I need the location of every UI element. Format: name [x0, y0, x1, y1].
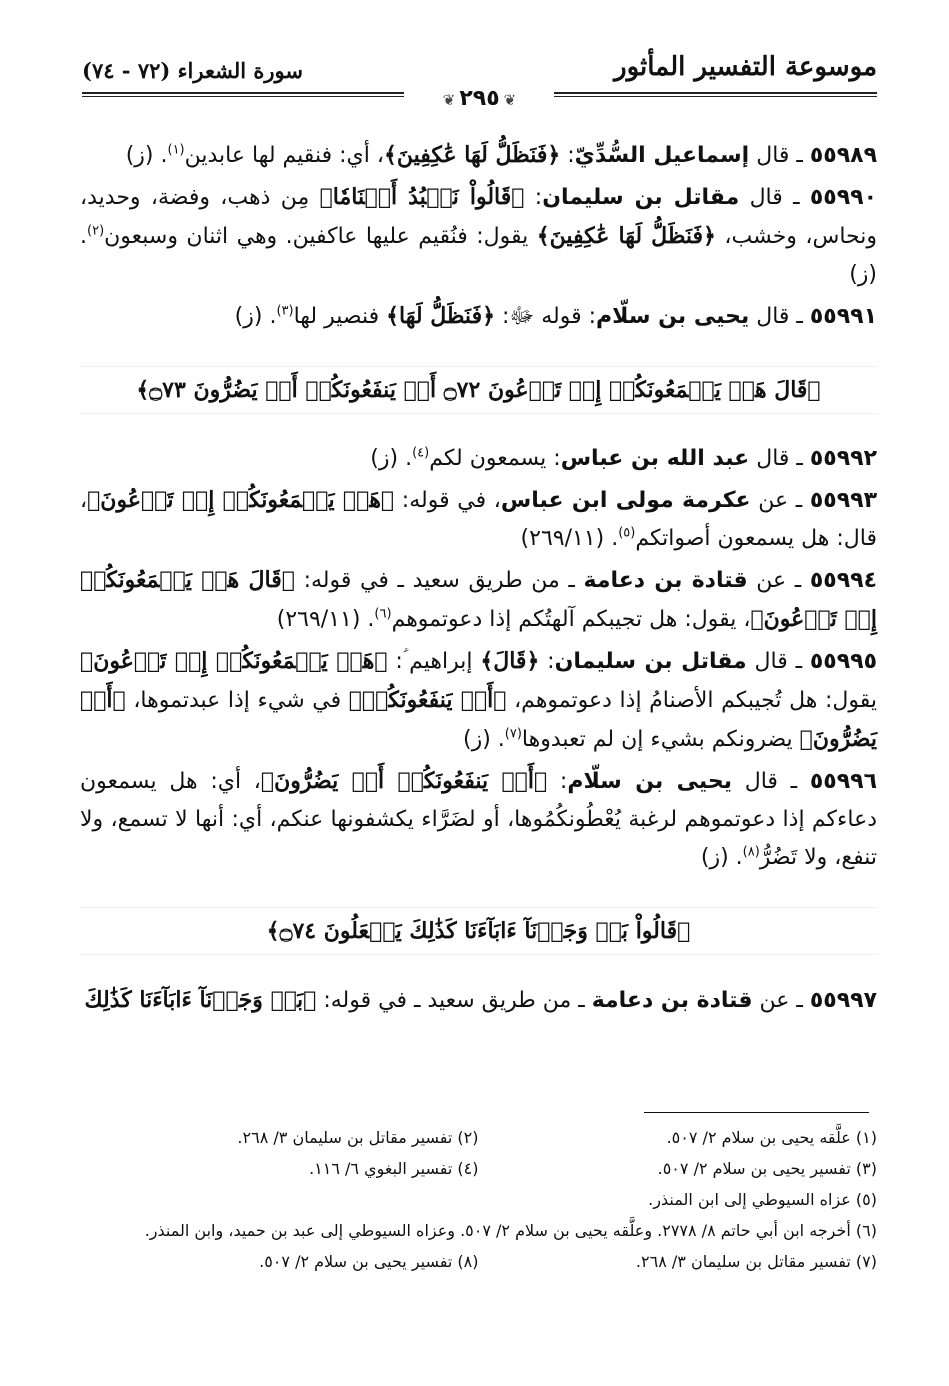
text: ـ من طريق سعيد ـ في قوله: [316, 988, 592, 1013]
book-title: موسوعة التفسير المأثور [614, 52, 877, 82]
footnote-row [80, 1246, 877, 1277]
text: يقول: هل تُجيبكم الأصنامُ إذا دعوتموهم، [506, 688, 877, 713]
narrator-name: عكرمة مولى ابن عباس [500, 488, 751, 513]
narrator-name: مقاتل بن سليمان [542, 185, 740, 210]
ayah-74: ﴿قَالُواْ بَلۡ وَجَدۡنَآ ءَابَآءَنَا كَذَٰلِكَ يَفۡعَلُونَ ۝٧٤﴾ [80, 907, 877, 955]
footnote-1: (١) علَّقه يحيى بن سلام ٢/ ٥٠٧. [666, 1128, 877, 1147]
footnote-separator [644, 1112, 869, 1113]
ornament-icon: ❦ [442, 91, 456, 109]
text: ـ عن [747, 568, 810, 593]
text: ـ قال [739, 185, 810, 210]
quran-quote: ﴿فَنَظَلُّ لَهَا عَٰكِفِينَ﴾ [536, 223, 716, 249]
page-number-box [82, 86, 877, 111]
quran-quote: ﴿بَلۡ وَجَدۡنَآ ءَابَآءَنَا كَذَٰلِكَ [84, 987, 317, 1013]
text: : يسمعون لكم [429, 446, 561, 471]
narration-number: ٥٥٩٩٠ [809, 185, 878, 210]
text: . (ز) [370, 446, 413, 471]
quran-quote: ﴿أَوۡ يَنفَعُونَكُمۡ﴾ [348, 687, 507, 713]
surah-title: سورة الشعراء (٧٢ - ٧٤) [82, 58, 303, 83]
text: فنصير لها [293, 304, 387, 329]
footnote-ref[interactable]: (٤) [412, 445, 430, 461]
footnote-ref[interactable]: (٣) [276, 303, 294, 319]
narration-number: ٥٥٩٩٧ [809, 988, 877, 1013]
footnote-6: (٦) أخرجه ابن أبي حاتم ٨/ ٢٧٧٨. وعلَّقه يحيى بن سلام ٢/ ٥٠٧. وعزاه السيوطي إلى عبد بن حميد، وابن المنذر. [144, 1221, 877, 1240]
page-header [82, 52, 877, 111]
text: . (٢٦٩/١١) [520, 526, 619, 551]
footnote-ref[interactable]: (٧) [504, 726, 522, 742]
text: : قوله ﷻ: [494, 304, 597, 329]
text: ، قال: هل يسمعون أصواتكم [80, 488, 877, 551]
footnote-ref[interactable]: (١) [167, 142, 185, 158]
text: ، يقول: هل تجيبكم آلهتُكم إذا دعوتموهم [391, 607, 751, 632]
text: . (ز) [125, 143, 168, 168]
text: يقول: فنُقيم عليها عاكفين. وهي اثنان وسبعون [104, 224, 537, 249]
narration-number: ٥٥٩٩٦ [809, 769, 877, 794]
text: ، أي: هل يسمعون دعاءكم إذا دعوتموهم لرغبة يُعْطُونكُمُوها، أو لضَرَّاء يكشفونها عنكم، أي: أنها لا تسمع، ولا تنفع، ولا تَضُرُّ [80, 769, 877, 870]
text: ، أي: فنقيم لها عابدين [184, 143, 384, 168]
text: . (ز) [234, 304, 277, 329]
text: ـ قال [749, 446, 810, 471]
narrator-name: يحيى بن سلّام [567, 769, 733, 794]
footnote-ref[interactable]: (٢) [87, 223, 105, 239]
text: ـ قال [749, 143, 810, 168]
ornament-icon: ❦ [503, 91, 517, 109]
narrator-name: إسماعيل السُّدِّيّ [574, 143, 750, 168]
narration-number: ٥٥٩٨٩ [809, 143, 877, 168]
narration-number: ٥٥٩٩٥ [809, 649, 877, 674]
text: ـ قال [732, 769, 810, 794]
narration-55990 [80, 178, 877, 294]
quran-quote: ﴿قَالَ﴾ [480, 648, 540, 674]
narration-55994 [80, 561, 877, 639]
text: . (ز) [463, 727, 505, 752]
text: في شيء إذا عبدتموها، [125, 688, 349, 713]
footnote-ref[interactable]: (٦) [374, 606, 392, 622]
quran-quote: ﴿فَنَظَلُّ لَهَا﴾ [386, 303, 495, 329]
text: . (ز) [80, 224, 877, 287]
narration-number: ٥٥٩٩٣ [809, 488, 877, 513]
footnote-row [80, 1153, 877, 1184]
text: ـ عن [750, 488, 810, 513]
footnote-5: (٥) عزاه السيوطي إلى ابن المنذر. [648, 1190, 877, 1209]
text: ـ قال [746, 649, 810, 674]
text: : [539, 649, 555, 674]
narration-55995 [80, 642, 877, 759]
narration-number: ٥٥٩٩٤ [809, 568, 878, 593]
text: . (ز) [700, 845, 743, 870]
footnote-ref[interactable]: (٥) [618, 525, 636, 541]
narration-55991 [80, 297, 877, 336]
footnote-row [80, 1122, 877, 1153]
footnote-7: (٧) تفسير مقاتل بن سليمان ٣/ ٢٦٨. [635, 1252, 877, 1271]
text: ـ قال [749, 304, 810, 329]
text: : [524, 185, 543, 210]
footnotes [80, 1122, 877, 1277]
narration-number: ٥٥٩٩٢ [809, 446, 877, 471]
narrator-name: مقاتل بن سليمان [554, 649, 747, 674]
footnote-3: (٣) تفسير يحيى بن سلام ٢/ ٥٠٧. [657, 1159, 877, 1178]
text: مِن ذهب، وفضة، وحديد، ونحاس، وخشب، [80, 185, 877, 249]
text: : [560, 143, 575, 168]
text: ـ من طريق سعيد ـ في قوله: [294, 568, 584, 593]
ayah-72-73: ﴿قَالَ هَلۡ يَسۡمَعُونَكُمۡ إِذۡ تَدۡعُونَ ۝٧٢ أَوۡ يَنفَعُونَكُمۡ أَوۡ يَضُرُّونَ ۝٧٣﴾ [80, 366, 877, 414]
narrator-name: قتادة بن دعامة [583, 568, 748, 593]
quran-quote: ﴿فَنَظَلُّ لَهَا عَٰكِفِينَ﴾ [383, 142, 561, 168]
narrator-name: قتادة بن دعامة [591, 988, 753, 1013]
footnote-2: (٢) تفسير مقاتل بن سليمان ٣/ ٢٦٨. [237, 1128, 479, 1147]
narration-55989 [80, 136, 877, 175]
narrator-name: عبد الله بن عباس [560, 446, 750, 471]
narrator-name: يحيى بن سلّام [596, 304, 750, 329]
narration-number: ٥٥٩٩١ [809, 304, 877, 329]
footnote-4: (٤) تفسير البغوي ٦/ ١١٦. [309, 1159, 479, 1178]
footnote-ref[interactable]: (٨) [742, 844, 760, 860]
text: : [547, 769, 568, 794]
text: ـ عن [752, 988, 810, 1013]
quran-quote: ﴿قَالُواْ نَعۡبُدُ أَصۡنَامٗا﴾ [319, 184, 525, 210]
narration-55996 [80, 762, 877, 877]
quran-quote: ﴿أَوۡ يَنفَعُونَكُمۡ أَوۡ يَضُرُّونَ﴾ [260, 768, 548, 794]
quran-quote: ﴿هَلۡ يَسۡمَعُونَكُمۡ إِذۡ تَدۡعُونَ﴾ [80, 648, 388, 674]
narration-55993 [80, 481, 877, 558]
quran-quote: ﴿قَالَ هَلۡ يَسۡمَعُونَكُمۡ إِذۡ تَدۡعُونَ﴾ [80, 567, 877, 632]
text: . (٢٦٩/١١) [276, 607, 375, 632]
text: ، في قوله: [394, 488, 501, 513]
narration-55997 [80, 981, 877, 1020]
page-number: ٢٩٥ [459, 86, 500, 111]
narration-55992 [80, 440, 877, 478]
text: يضرونكم بشيء إن لم تعبدوها [521, 727, 800, 752]
quran-quote: ﴿هَلۡ يَسۡمَعُونَكُمۡ إِذۡ تَدۡعُونَ﴾ [87, 487, 395, 513]
main-text [80, 136, 877, 1023]
quran-quote: ﴿أَوۡ يَضُرُّونَ﴾ [80, 687, 877, 752]
footnote-8: (٨) تفسير يحيى بن سلام ٢/ ٥٠٧. [259, 1252, 479, 1271]
text: إبراهيم ؑ: [387, 649, 481, 674]
